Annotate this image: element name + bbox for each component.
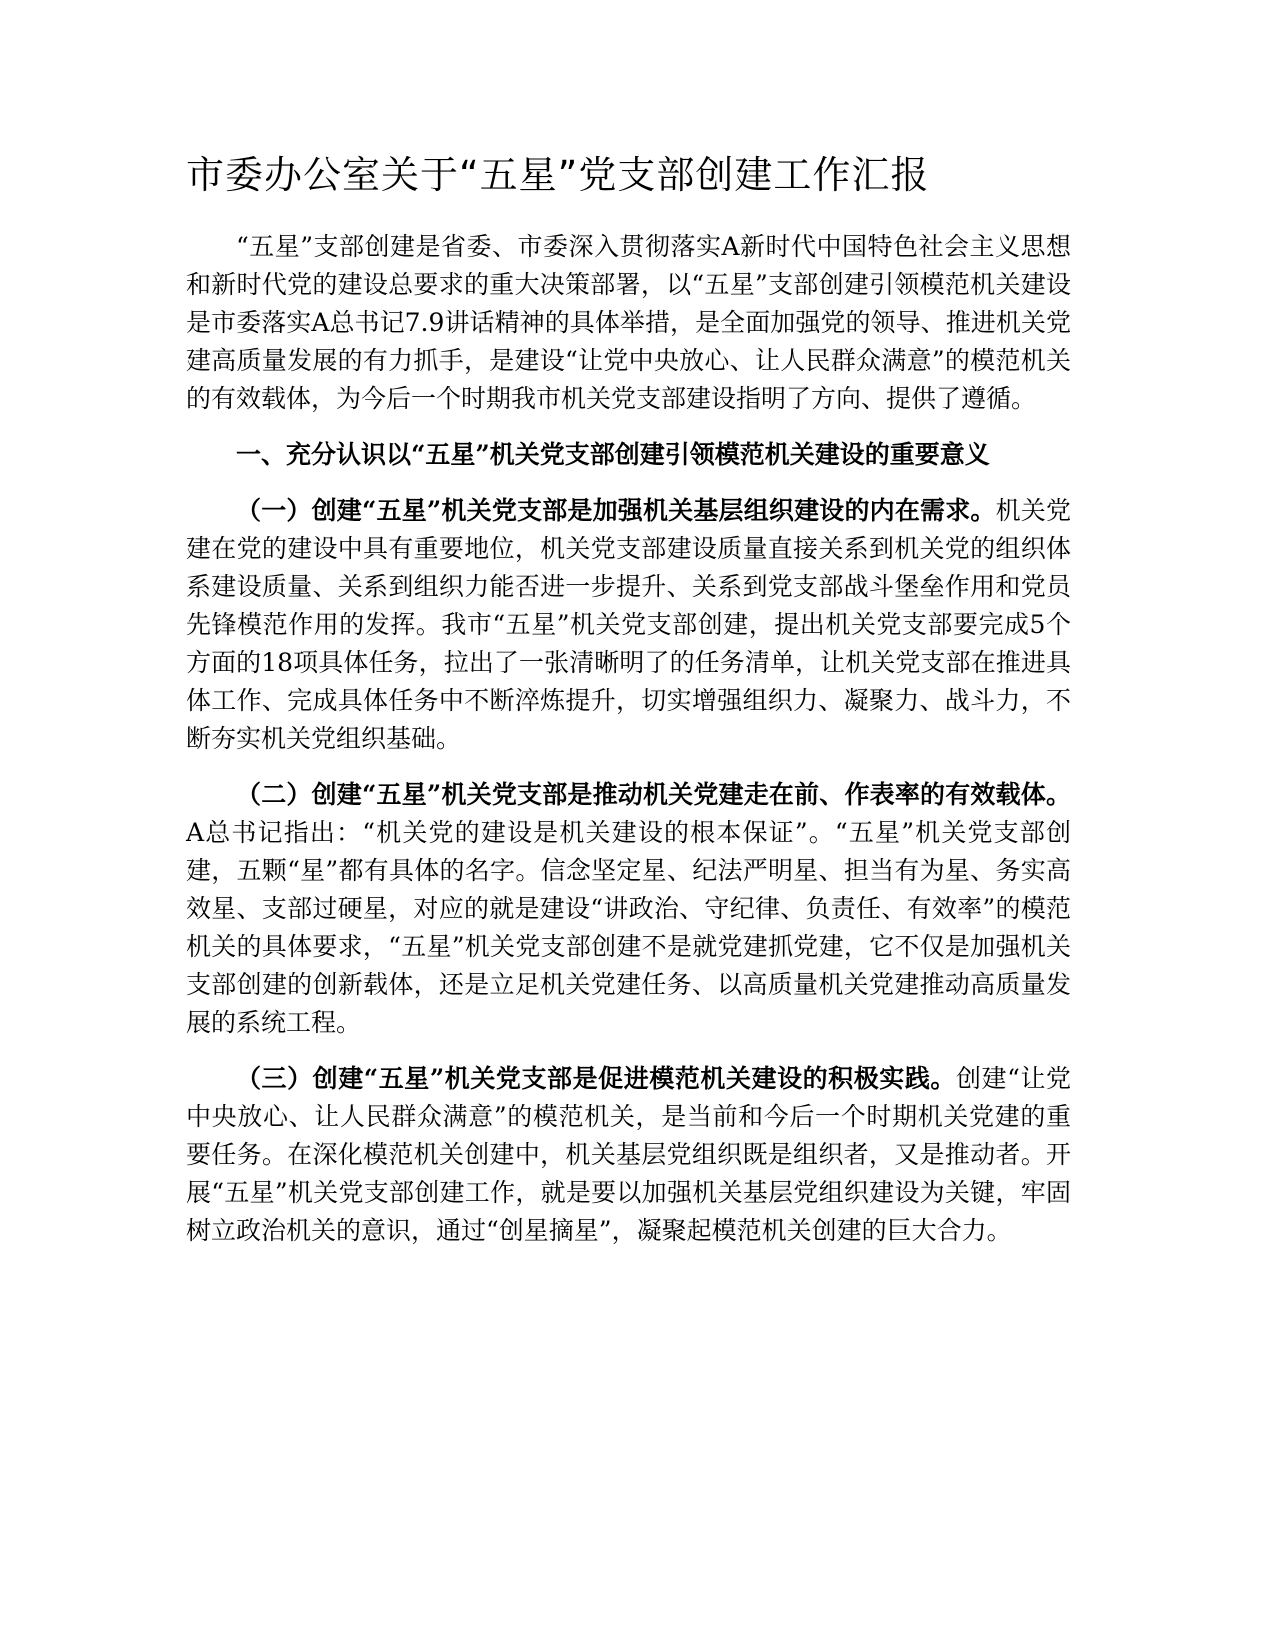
- subsection-body-2: A总书记指出：“机关党的建设是机关建设的根本保证”。“五星”机关党支部创建，五颗“星”都有具体的名字。信念坚定星、纪法严明星、担当有为星、务实高效星、支部过硬星，对应的就是建设“讲政治、守纪律、负责任、有效率”的模范机关的具体要求，“五星”机关党支部创建不是就党建抓党建，它不仅是加强机关支部创建的创新载体，还是立足机关党建任务、以高质量机关党建推动高质量发展的系统工程。: [186, 818, 1071, 1037]
- section-heading-1: 一、充分认识以“五星”机关党支部创建引领模范机关建设的重要意义: [236, 440, 990, 469]
- subsection-body-3: 创建“让党中央放心、让人民群众满意”的模范机关，是当前和今后一个时期机关党建的重要任务。在深化模范机关创建中，机关基层党组织既是组织者，又是推动者。开展“五星”机关党支部创建工作，就是要以加强机关基层党组织建设为关键，牢固树立政治机关的意识，通过“创星摘星”，凝聚起模范机关创建的巨大合力。: [186, 1064, 1072, 1245]
- subsection-lead-3: （三）创建“五星”机关党支部是促进模范机关建设的积极实践。: [236, 1064, 956, 1093]
- subsection-lead-1: （一）创建“五星”机关党支部是加强机关基层组织建设的内在需求。: [236, 496, 996, 525]
- document-title: 市委办公室关于“五星”党支部创建工作汇报: [186, 153, 930, 197]
- intro-paragraph: “五星”支部创建是省委、市委深入贯彻落实A新时代中国特色社会主义思想和新时代党的建设总要求的重大决策部署，以“五星”支部创建引领模范机关建设是市委落实A总书记7.9讲话精神的具体举措，是全面加强党的领导、推进机关党建高质量发展的有力抓手，是建设“让党中央放心、让人民群众满意”的模范机关的有效载体，为今后一个时期我市机关党支部建设指明了方向、提供了遵循。: [186, 232, 1071, 413]
- subsection-paragraph-3: [186, 1060, 1071, 1250]
- subsection-paragraph-2: [186, 776, 1071, 1042]
- document-page: [186, 150, 1071, 1268]
- subsection-paragraph-1: [186, 492, 1071, 758]
- subsection-lead-2: （二）创建“五星”机关党支部是推动机关党建走在前、作表率的有效载体。: [236, 780, 1071, 809]
- subsection-body-1: 机关党建在党的建设中具有重要地位，机关党支部建设质量直接关系到机关党的组织体系建设质量、关系到组织力能否进一步提升、关系到党支部战斗堡垒作用和党员先锋模范作用的发挥。我市“五星”机关党支部创建，提出机关党支部要完成5个方面的18项具体任务，拉出了一张清晰明了的任务清单，让机关党支部在推进具体工作、完成具体任务中不断淬炼提升，切实增强组织力、凝聚力、战斗力，不断夯实机关党组织基础。: [186, 496, 1071, 753]
